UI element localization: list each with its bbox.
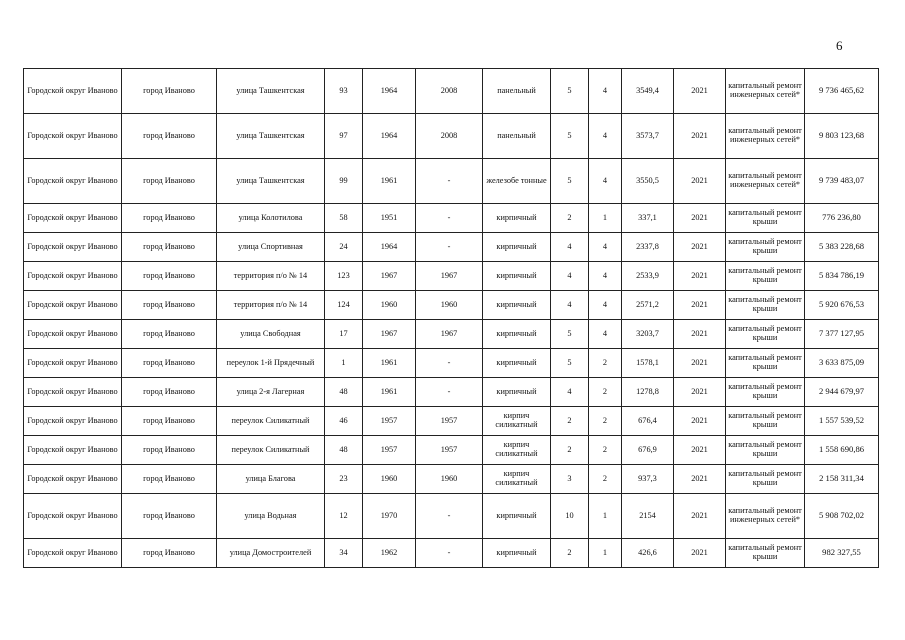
cell-floors: 4	[551, 378, 589, 407]
cell-settlement: город Иваново	[122, 233, 217, 262]
cell-total-area: 937,3	[622, 465, 674, 494]
cell-year-overhaul: -	[416, 204, 483, 233]
cell-entrances: 4	[589, 114, 622, 159]
cell-plan-year: 2021	[674, 494, 726, 539]
cell-total-area: 426,6	[622, 539, 674, 568]
cell-cost: 9 739 483,07	[805, 159, 879, 204]
cell-floors: 5	[551, 320, 589, 349]
cell-work-type: капитальный ремонт инженерных сетей*	[726, 114, 805, 159]
cell-entrances: 2	[589, 465, 622, 494]
cell-total-area: 2533,9	[622, 262, 674, 291]
cell-settlement: город Иваново	[122, 539, 217, 568]
cell-floors: 5	[551, 159, 589, 204]
table-row	[24, 465, 879, 494]
cell-cost: 1 558 690,86	[805, 436, 879, 465]
table-row	[24, 204, 879, 233]
cell-year-built: 1951	[363, 204, 416, 233]
cell-work-type: капитальный ремонт крыши	[726, 349, 805, 378]
cell-year-overhaul: 2008	[416, 69, 483, 114]
cell-wall-material: кирпичный	[483, 204, 551, 233]
cell-house-number: 23	[325, 465, 363, 494]
cell-municipality: Городской округ Иваново	[24, 494, 122, 539]
cell-wall-material: железобе тонные	[483, 159, 551, 204]
table-row	[24, 539, 879, 568]
cell-plan-year: 2021	[674, 114, 726, 159]
cell-wall-material: кирпичный	[483, 291, 551, 320]
cell-municipality: Городской округ Иваново	[24, 349, 122, 378]
cell-work-type: капитальный ремонт крыши	[726, 436, 805, 465]
cell-year-overhaul: 1957	[416, 436, 483, 465]
cell-total-area: 3203,7	[622, 320, 674, 349]
cell-total-area: 337,1	[622, 204, 674, 233]
cell-municipality: Городской округ Иваново	[24, 407, 122, 436]
cell-house-number: 124	[325, 291, 363, 320]
cell-house-number: 97	[325, 114, 363, 159]
cell-house-number: 34	[325, 539, 363, 568]
cell-street: улица Домостроителей	[217, 539, 325, 568]
cell-wall-material: кирпичный	[483, 494, 551, 539]
cell-year-overhaul: -	[416, 349, 483, 378]
cell-floors: 2	[551, 204, 589, 233]
cell-wall-material: кирпичный	[483, 233, 551, 262]
cell-municipality: Городской округ Иваново	[24, 159, 122, 204]
cell-municipality: Городской округ Иваново	[24, 436, 122, 465]
cell-plan-year: 2021	[674, 159, 726, 204]
cell-entrances: 1	[589, 204, 622, 233]
cell-work-type: капитальный ремонт крыши	[726, 204, 805, 233]
cell-work-type: капитальный ремонт крыши	[726, 407, 805, 436]
cell-year-built: 1961	[363, 349, 416, 378]
cell-house-number: 93	[325, 69, 363, 114]
cell-work-type: капитальный ремонт крыши	[726, 465, 805, 494]
cell-plan-year: 2021	[674, 233, 726, 262]
table-row	[24, 159, 879, 204]
cell-wall-material: кирпичный	[483, 539, 551, 568]
cell-street: территория п/о № 14	[217, 262, 325, 291]
table-row	[24, 114, 879, 159]
cell-municipality: Городской округ Иваново	[24, 291, 122, 320]
cell-settlement: город Иваново	[122, 320, 217, 349]
cell-wall-material: кирпичный	[483, 320, 551, 349]
cell-wall-material: кирпичный	[483, 349, 551, 378]
cell-cost: 9 736 465,62	[805, 69, 879, 114]
cell-floors: 5	[551, 349, 589, 378]
cell-year-built: 1957	[363, 407, 416, 436]
cell-year-built: 1960	[363, 291, 416, 320]
cell-work-type: капитальный ремонт инженерных сетей*	[726, 69, 805, 114]
cell-entrances: 4	[589, 291, 622, 320]
cell-cost: 776 236,80	[805, 204, 879, 233]
cell-plan-year: 2021	[674, 539, 726, 568]
cell-street: переулок Силикатный	[217, 436, 325, 465]
cell-plan-year: 2021	[674, 349, 726, 378]
cell-year-overhaul: 1957	[416, 407, 483, 436]
cell-year-built: 1962	[363, 539, 416, 568]
cell-floors: 5	[551, 114, 589, 159]
cell-municipality: Городской округ Иваново	[24, 320, 122, 349]
cell-year-overhaul: -	[416, 539, 483, 568]
cell-floors: 4	[551, 291, 589, 320]
cell-settlement: город Иваново	[122, 378, 217, 407]
cell-year-built: 1967	[363, 262, 416, 291]
cell-entrances: 1	[589, 494, 622, 539]
cell-entrances: 4	[589, 262, 622, 291]
cell-plan-year: 2021	[674, 320, 726, 349]
table-row	[24, 407, 879, 436]
table-row	[24, 320, 879, 349]
cell-street: улица 2-я Лагерная	[217, 378, 325, 407]
cell-street: улица Ташкентская	[217, 69, 325, 114]
cell-street: территория п/о № 14	[217, 291, 325, 320]
cell-street: улица Спортивная	[217, 233, 325, 262]
cell-year-overhaul: 1967	[416, 262, 483, 291]
cell-street: улица Колотилова	[217, 204, 325, 233]
cell-plan-year: 2021	[674, 436, 726, 465]
cell-total-area: 2571,2	[622, 291, 674, 320]
table-row	[24, 291, 879, 320]
cell-municipality: Городской округ Иваново	[24, 69, 122, 114]
cell-entrances: 4	[589, 233, 622, 262]
cell-work-type: капитальный ремонт крыши	[726, 262, 805, 291]
cell-settlement: город Иваново	[122, 69, 217, 114]
cell-wall-material: кирпич силикатный	[483, 436, 551, 465]
cell-entrances: 2	[589, 407, 622, 436]
cell-settlement: город Иваново	[122, 159, 217, 204]
cell-work-type: капитальный ремонт инженерных сетей*	[726, 159, 805, 204]
cell-total-area: 2337,8	[622, 233, 674, 262]
cell-cost: 1 557 539,52	[805, 407, 879, 436]
cell-total-area: 2154	[622, 494, 674, 539]
cell-floors: 10	[551, 494, 589, 539]
cell-work-type: капитальный ремонт крыши	[726, 320, 805, 349]
cell-year-overhaul: -	[416, 159, 483, 204]
cell-cost: 5 383 228,68	[805, 233, 879, 262]
cell-wall-material: кирпич силикатный	[483, 465, 551, 494]
cell-year-built: 1961	[363, 159, 416, 204]
table-row	[24, 436, 879, 465]
cell-plan-year: 2021	[674, 262, 726, 291]
cell-wall-material: панельный	[483, 69, 551, 114]
cell-cost: 2 944 679,97	[805, 378, 879, 407]
table-row	[24, 69, 879, 114]
cell-street: улица Благова	[217, 465, 325, 494]
cell-house-number: 24	[325, 233, 363, 262]
cell-street: улица Водьная	[217, 494, 325, 539]
cell-floors: 2	[551, 436, 589, 465]
housing-repair-table	[23, 68, 879, 568]
cell-house-number: 1	[325, 349, 363, 378]
table-row	[24, 349, 879, 378]
cell-year-overhaul: 1960	[416, 465, 483, 494]
cell-total-area: 3549,4	[622, 69, 674, 114]
cell-cost: 982 327,55	[805, 539, 879, 568]
cell-plan-year: 2021	[674, 378, 726, 407]
cell-cost: 7 377 127,95	[805, 320, 879, 349]
cell-year-overhaul: -	[416, 233, 483, 262]
cell-plan-year: 2021	[674, 204, 726, 233]
cell-house-number: 48	[325, 436, 363, 465]
cell-total-area: 676,4	[622, 407, 674, 436]
cell-entrances: 2	[589, 378, 622, 407]
cell-year-overhaul: 1960	[416, 291, 483, 320]
cell-wall-material: панельный	[483, 114, 551, 159]
cell-settlement: город Иваново	[122, 465, 217, 494]
cell-floors: 5	[551, 69, 589, 114]
cell-settlement: город Иваново	[122, 494, 217, 539]
cell-cost: 5 834 786,19	[805, 262, 879, 291]
cell-municipality: Городской округ Иваново	[24, 114, 122, 159]
cell-entrances: 2	[589, 436, 622, 465]
cell-settlement: город Иваново	[122, 349, 217, 378]
table-row	[24, 378, 879, 407]
cell-settlement: город Иваново	[122, 291, 217, 320]
cell-municipality: Городской округ Иваново	[24, 465, 122, 494]
cell-work-type: капитальный ремонт крыши	[726, 291, 805, 320]
cell-total-area: 1278,8	[622, 378, 674, 407]
cell-settlement: город Иваново	[122, 407, 217, 436]
cell-street: переулок 1-й Прядечный	[217, 349, 325, 378]
cell-total-area: 1578,1	[622, 349, 674, 378]
cell-floors: 2	[551, 407, 589, 436]
cell-floors: 4	[551, 233, 589, 262]
cell-work-type: капитальный ремонт крыши	[726, 233, 805, 262]
cell-street: улица Свободная	[217, 320, 325, 349]
cell-year-built: 1960	[363, 465, 416, 494]
cell-municipality: Городской округ Иваново	[24, 539, 122, 568]
cell-year-built: 1964	[363, 233, 416, 262]
cell-year-overhaul: 2008	[416, 114, 483, 159]
cell-entrances: 1	[589, 539, 622, 568]
cell-settlement: город Иваново	[122, 204, 217, 233]
cell-plan-year: 2021	[674, 407, 726, 436]
cell-plan-year: 2021	[674, 69, 726, 114]
cell-year-built: 1957	[363, 436, 416, 465]
cell-entrances: 2	[589, 349, 622, 378]
cell-work-type: капитальный ремонт крыши	[726, 378, 805, 407]
cell-settlement: город Иваново	[122, 114, 217, 159]
cell-year-overhaul: -	[416, 494, 483, 539]
cell-house-number: 46	[325, 407, 363, 436]
cell-entrances: 4	[589, 320, 622, 349]
cell-municipality: Городской округ Иваново	[24, 233, 122, 262]
cell-year-overhaul: -	[416, 378, 483, 407]
cell-year-built: 1964	[363, 69, 416, 114]
cell-plan-year: 2021	[674, 291, 726, 320]
cell-house-number: 123	[325, 262, 363, 291]
cell-cost: 2 158 311,34	[805, 465, 879, 494]
cell-year-built: 1961	[363, 378, 416, 407]
cell-wall-material: кирпич силикатный	[483, 407, 551, 436]
cell-year-built: 1970	[363, 494, 416, 539]
cell-floors: 3	[551, 465, 589, 494]
cell-municipality: Городской округ Иваново	[24, 378, 122, 407]
cell-total-area: 3573,7	[622, 114, 674, 159]
table-row	[24, 262, 879, 291]
cell-wall-material: кирпичный	[483, 262, 551, 291]
cell-cost: 5 920 676,53	[805, 291, 879, 320]
cell-floors: 4	[551, 262, 589, 291]
cell-plan-year: 2021	[674, 465, 726, 494]
cell-settlement: город Иваново	[122, 436, 217, 465]
table-row	[24, 494, 879, 539]
cell-house-number: 99	[325, 159, 363, 204]
cell-municipality: Городской округ Иваново	[24, 204, 122, 233]
cell-wall-material: кирпичный	[483, 378, 551, 407]
cell-work-type: капитальный ремонт крыши	[726, 539, 805, 568]
cell-house-number: 17	[325, 320, 363, 349]
cell-entrances: 4	[589, 159, 622, 204]
cell-house-number: 12	[325, 494, 363, 539]
cell-cost: 3 633 875,09	[805, 349, 879, 378]
cell-municipality: Городской округ Иваново	[24, 262, 122, 291]
cell-cost: 9 803 123,68	[805, 114, 879, 159]
cell-year-overhaul: 1967	[416, 320, 483, 349]
cell-year-built: 1964	[363, 114, 416, 159]
cell-street: улица Ташкентская	[217, 114, 325, 159]
cell-year-built: 1967	[363, 320, 416, 349]
cell-total-area: 676,9	[622, 436, 674, 465]
cell-entrances: 4	[589, 69, 622, 114]
cell-work-type: капитальный ремонт инженерных сетей*	[726, 494, 805, 539]
table-row	[24, 233, 879, 262]
page-number: 6	[836, 38, 843, 53]
cell-cost: 5 908 702,02	[805, 494, 879, 539]
cell-settlement: город Иваново	[122, 262, 217, 291]
cell-street: переулок Силикатный	[217, 407, 325, 436]
cell-total-area: 3550,5	[622, 159, 674, 204]
cell-house-number: 48	[325, 378, 363, 407]
cell-street: улица Ташкентская	[217, 159, 325, 204]
cell-house-number: 58	[325, 204, 363, 233]
cell-floors: 2	[551, 539, 589, 568]
